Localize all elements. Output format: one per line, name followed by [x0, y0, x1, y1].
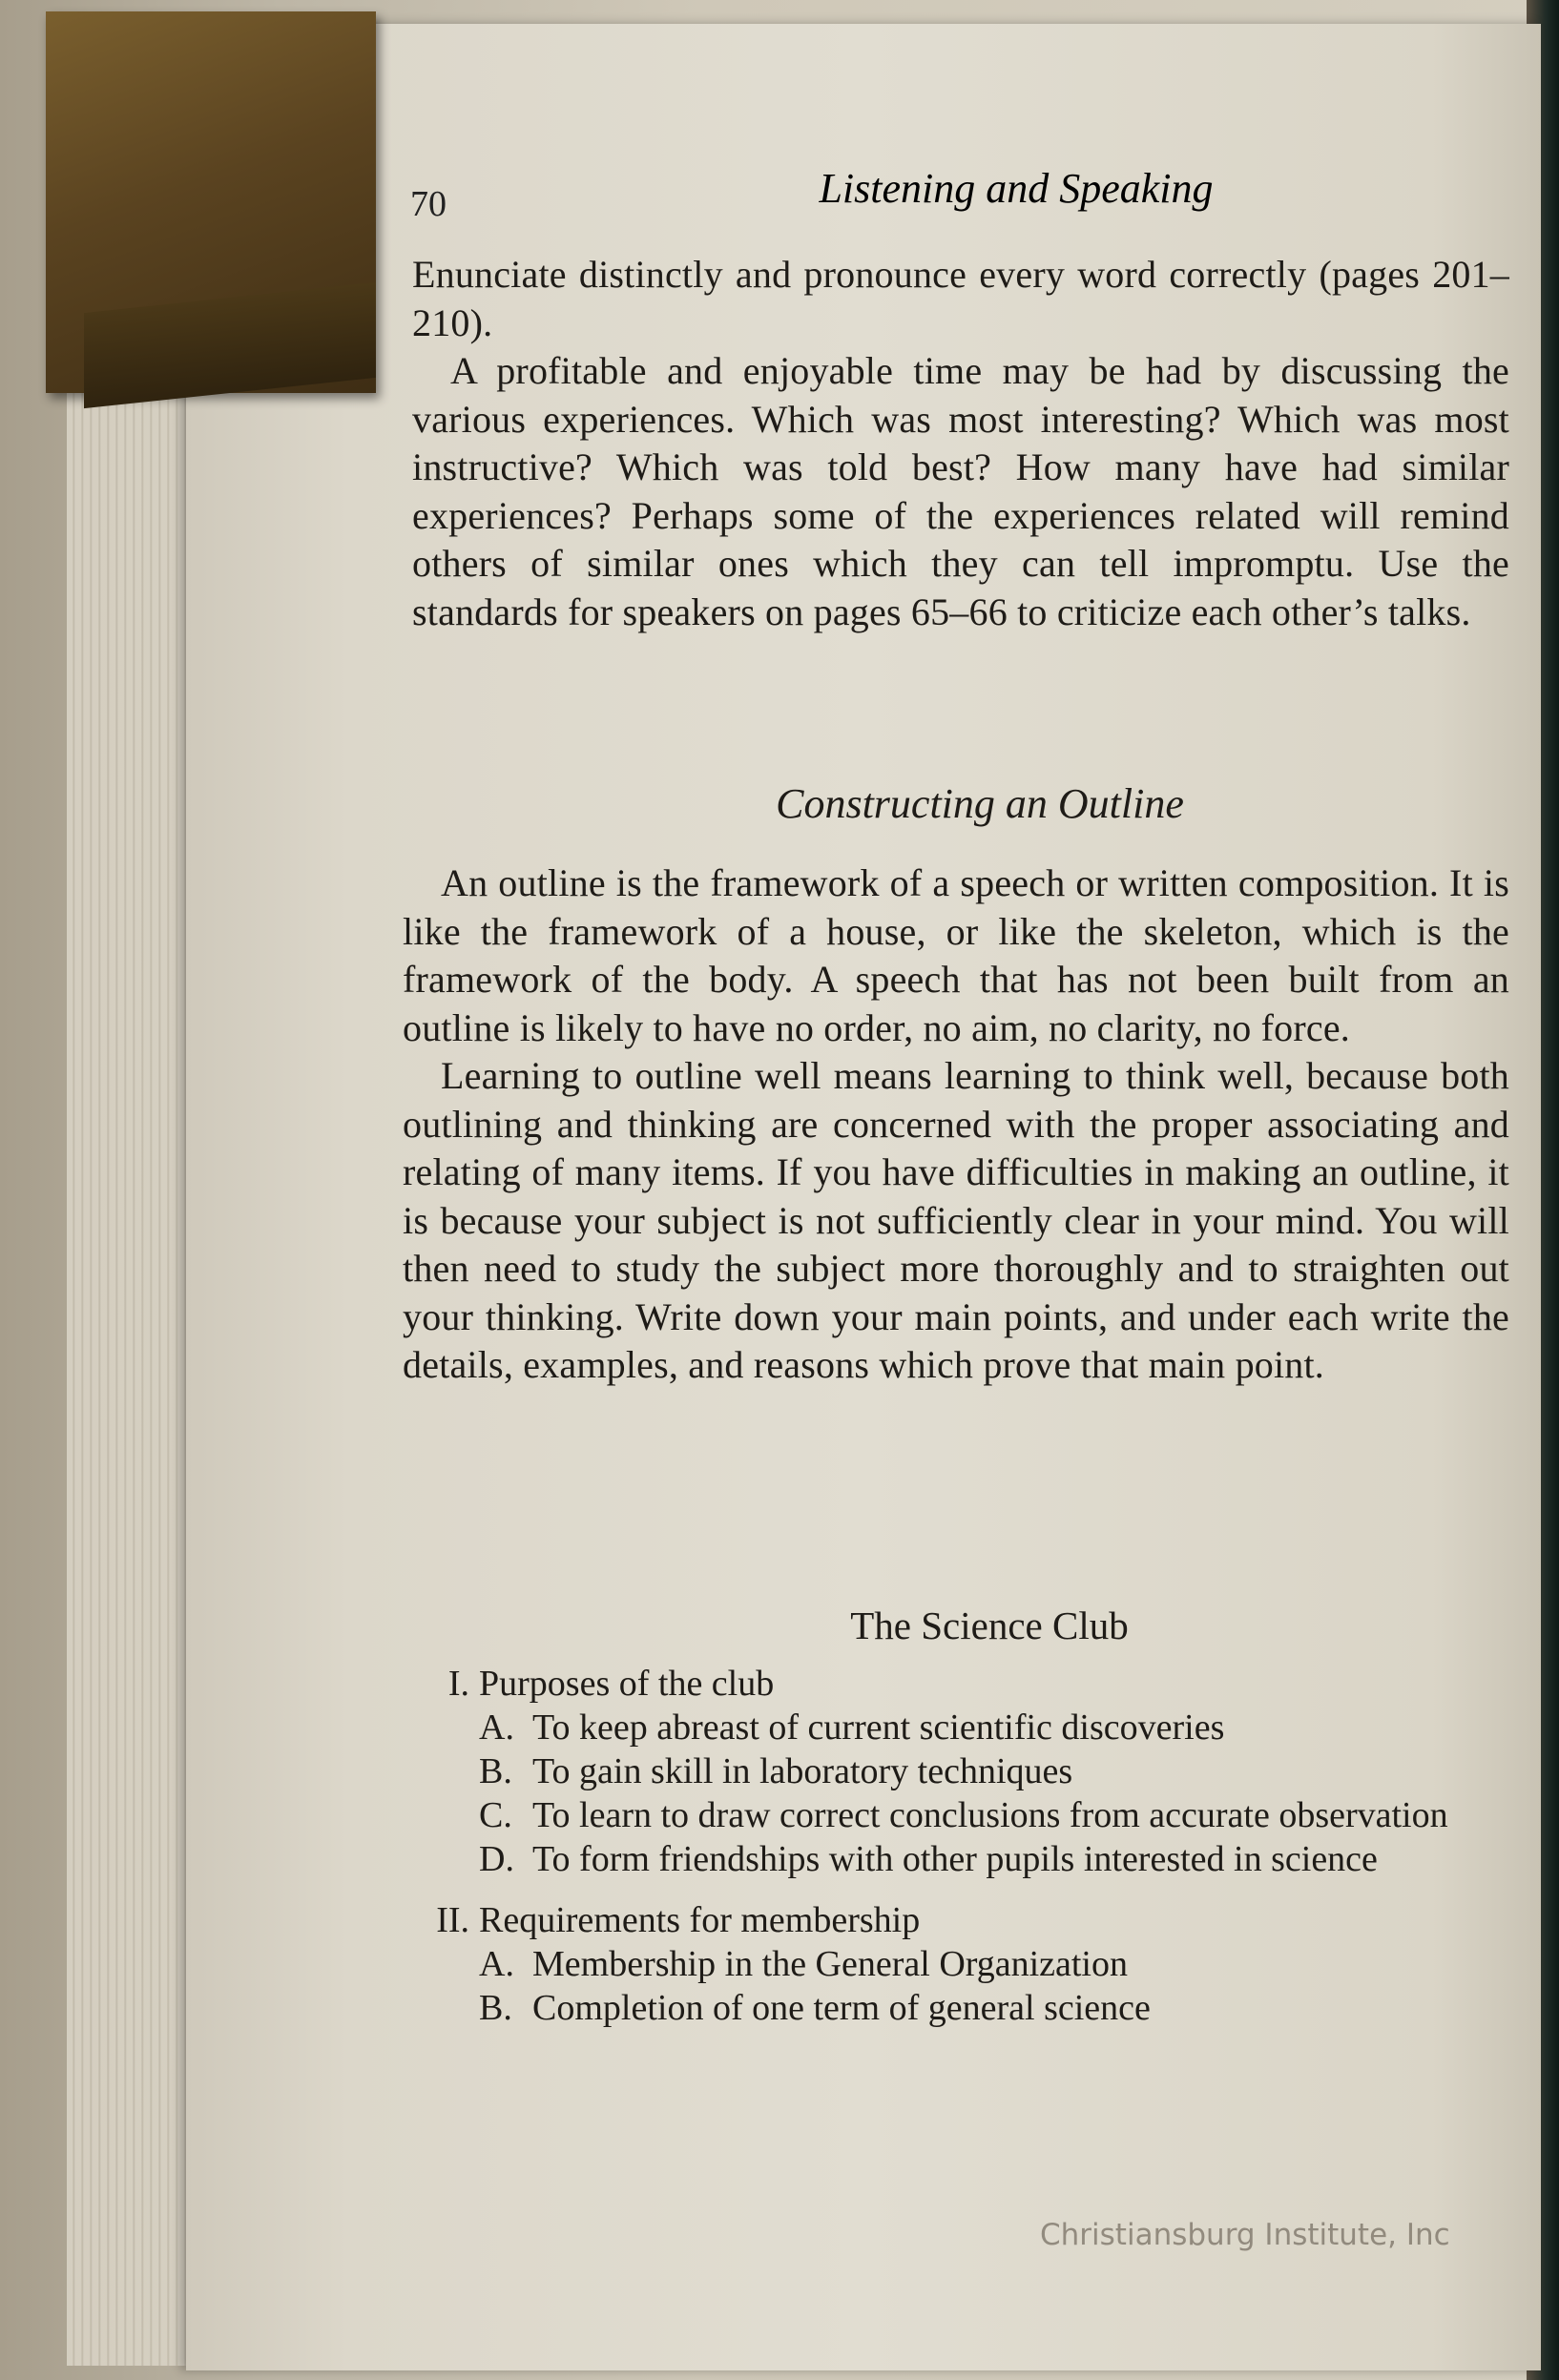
section-title: Constructing an Outline	[776, 780, 1184, 827]
outline-item	[412, 1986, 1509, 2030]
item-letter: B.	[479, 1988, 512, 2028]
running-title: Listening and Speaking	[819, 165, 1214, 212]
outline-item	[412, 1942, 1509, 1986]
paragraph: A profitable and enjoyable time may be had by discussing the various experiences. Which was most interesting? Which was most instructive? Which was told best? How many have had similar experiences? Perhaps some of the experiences related will remind others of similar ones which they can tell impromptu. Use the standards for speakers on pages 65–66 to criticize each other’s talks.	[412, 349, 1509, 633]
page-number: 70	[410, 184, 447, 224]
item-text: To form friendships with other pupils interested in science	[532, 1839, 1378, 1879]
outline-item	[412, 1706, 1509, 1749]
item-text: To learn to draw correct conclusions from accurate observation	[532, 1795, 1448, 1835]
intro-text	[412, 251, 1509, 636]
item-text: To keep abreast of current scientific discoveries	[532, 1707, 1225, 1748]
outline-title: The Science Club	[850, 1604, 1129, 1647]
item-letter: B.	[479, 1751, 512, 1791]
outline-section	[412, 1662, 1509, 1881]
item-letter: D.	[479, 1839, 514, 1879]
section-text	[403, 859, 1509, 1390]
outline-example	[412, 1603, 1509, 2030]
running-head	[410, 164, 1507, 224]
item-text: Membership in the General Organization	[532, 1944, 1128, 1984]
paragraph: An outline is the framework of a speech or written composition. It is like the framework of a house, or like the skeleton, which is the framework of the body. A speech that has not been built from an outline is likely to have no order, no aim, no clarity, no force.	[403, 861, 1509, 1049]
outline-item	[412, 1749, 1509, 1793]
index-tab	[46, 11, 376, 393]
roman-numeral: I.	[447, 1664, 469, 1704]
outline-heading: Purposes of the club	[479, 1664, 775, 1704]
outline-heading: Requirements for membership	[479, 1900, 921, 1940]
roman-numeral: II.	[436, 1900, 469, 1940]
item-letter: A.	[479, 1944, 514, 1984]
paragraph: Learning to outline well means learning to think well, because both outlining and thinking are concerned with the proper associating and relating of many items. If you have difficulties in making an outline, it is because your subject is not sufficiently clear in your mind. You will then need to study the subject more thoroughly and to straighten out your thinking. Write down your main points, and under each write the details, examples, and reasons which prove that main point.	[403, 1054, 1509, 1386]
item-letter: A.	[479, 1707, 514, 1748]
watermark: Christiansburg Institute, Inc	[1040, 2218, 1450, 2252]
item-letter: C.	[479, 1795, 512, 1835]
item-text: To gain skill in laboratory techniques	[532, 1751, 1073, 1791]
outline-item	[412, 1837, 1509, 1881]
paragraph: Enunciate distinctly and pronounce every word correctly (pages 201–210).	[412, 253, 1509, 344]
item-text: Completion of one term of general science	[532, 1988, 1151, 2028]
outline-item	[412, 1793, 1509, 1837]
outline-section	[412, 1898, 1509, 2030]
